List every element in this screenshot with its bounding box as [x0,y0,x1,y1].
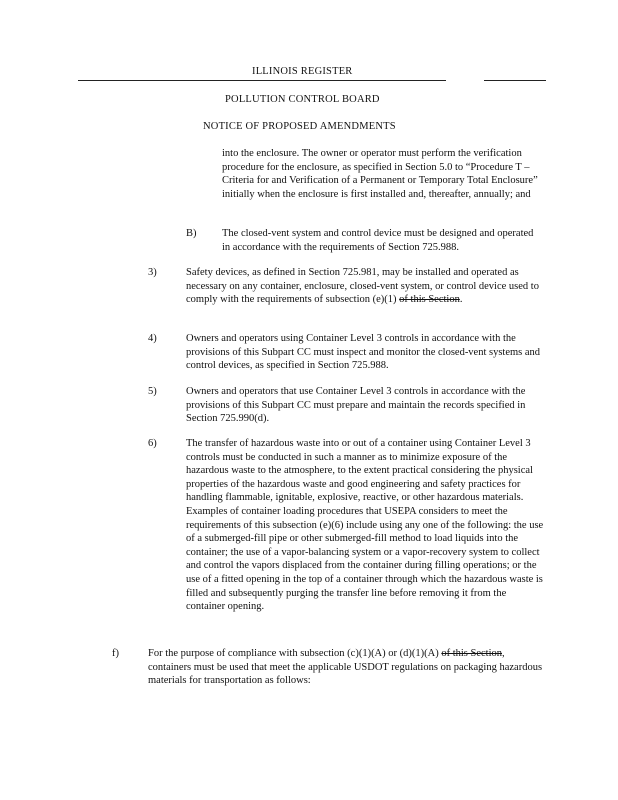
register-title: ILLINOIS REGISTER [252,66,353,77]
item-3-label: 3) [148,267,157,278]
item-6-label: 6) [148,438,157,449]
item-3-struck-text: of this Section [399,294,460,306]
item-6-text: The transfer of hazardous waste into or out of a container using Container Level 3 controls must be conducted in such a manner as to minimize exposure of the hazardous waste to the atmosphere, to the extent practical considering the physical properties of the hazardous waste and good engineering and safety practices for handling flammable, ignitable, explosive, reactive, or other hazardous materials. Examples of container loading procedures that USEPA considers to meet the requirements of this subsection (e)(6) include using any one of the following: the use of a submerged-fill pipe or other submerged-fill method to load liquids into the container; the use of a vapor-balancing system or a vapor-recovery system to collect and control the vapors displaced from the container during filling operations; or the use of a fitted opening in the top of a container through which the hazardous waste is filled and subsequently purging the transfer line before removing it from the container opening. [186,438,544,613]
notice-title: NOTICE OF PROPOSED AMENDMENTS [203,121,396,132]
item-b-text: The closed-vent system and control device must be designed and operated in accordance with the requirements of Section 725.988. [222,228,534,253]
item-4-label: 4) [148,333,157,344]
item-4-text: Owners and operators using Container Level 3 controls in accordance with the provisions of this Subpart CC must inspect and monitor the closed-vent systems and control devices, as specified in Section 725.988. [186,333,541,372]
board-title: POLLUTION CONTROL BOARD [225,94,380,105]
item-3-text [186,266,546,307]
header-rule-middle [240,80,446,81]
item-f-body-a: For the purpose of compliance with subsection (c)(1)(A) or (d)(1)(A) [148,648,439,659]
item-f-text [148,647,544,688]
item-3-body: Safety devices, as defined in Section 725.981, may be installed and operated as necessary on any container, enclosure, closed-vent system, or control device used to comply with the requirements of subsection (e)(1) [186,267,539,306]
header-rule-right [484,80,546,81]
item-b-label: B) [186,228,197,239]
item-f-body-b: , containers must be used that meet the applicable USDOT regulations on packaging hazardous materials for transportation as follows: [148,648,543,687]
item-5-text: Owners and operators that use Container Level 3 controls in accordance with the provisions of this Subpart CC must prepare and maintain the records specified in Section 725.990(d). [186,386,526,425]
header-rule-left [78,80,248,81]
continuation-paragraph: into the enclosure. The owner or operator must perform the verification procedure for the enclosure, as specified in Section 5.0 to “Procedure T – Criteria for and Verification of a Permanent or Temporary Total Enclosure” initially when the enclosure is first installed and, thereafter, annually; and [222,148,538,200]
item-5-label: 5) [148,386,157,397]
item-3-end: . [459,294,463,306]
item-f-struck-text: of this Section [441,648,502,659]
item-f-label: f) [112,648,119,659]
